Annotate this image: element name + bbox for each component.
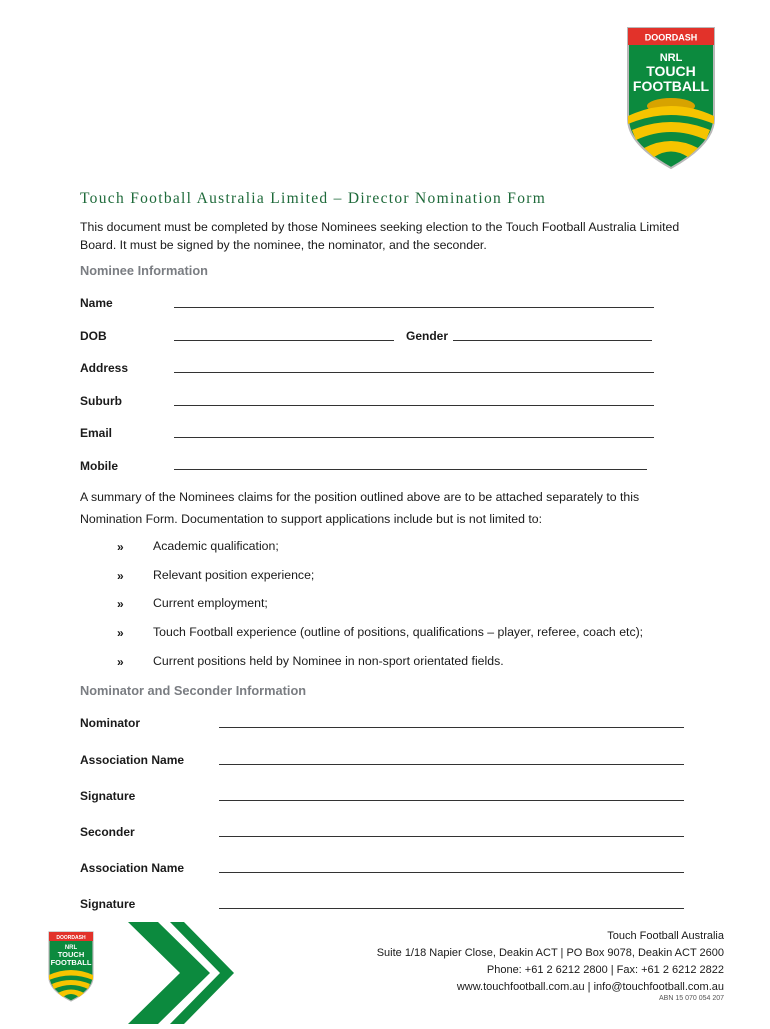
logo-line3: FOOTBALL bbox=[632, 78, 710, 94]
footer-phone: Phone: +61 2 6212 2800 | Fax: +61 2 6212 2822 bbox=[486, 964, 724, 976]
bullet-icon: » bbox=[117, 540, 124, 554]
address-field[interactable] bbox=[174, 372, 654, 373]
suburb-field[interactable] bbox=[174, 405, 654, 406]
footer-abn: ABN 15 070 054 207 bbox=[659, 995, 724, 1002]
bullet-icon: » bbox=[117, 597, 124, 611]
mobile-label: Mobile bbox=[80, 459, 118, 473]
list-item: Current employment; bbox=[153, 596, 268, 610]
nominee-heading: Nominee Information bbox=[80, 263, 208, 278]
footer-logo-line1: NRL bbox=[64, 945, 78, 951]
footer-logo-line2: TOUCH bbox=[57, 950, 85, 959]
seconder-label: Seconder bbox=[80, 825, 135, 839]
nominator-heading: Nominator and Seconder Information bbox=[80, 683, 307, 698]
list-item: Relevant position experience; bbox=[153, 568, 315, 582]
footer-web[interactable]: www.touchfootball.com.au | info@touchfootball.com.au bbox=[456, 981, 724, 993]
header-logo bbox=[622, 24, 720, 170]
list-item: Touch Football experience (outline of positions, qualifications – player, referee, coach etc); bbox=[153, 625, 644, 639]
gender-field[interactable] bbox=[453, 340, 652, 341]
bullet-icon: » bbox=[117, 655, 124, 669]
dob-field[interactable] bbox=[174, 340, 394, 341]
gender-label: Gender bbox=[406, 329, 449, 343]
email-label: Email bbox=[80, 426, 113, 440]
list-item: Current positions held by Nominee in non-sport orientated fields. bbox=[153, 654, 504, 668]
nominator-signature-field[interactable] bbox=[219, 800, 684, 801]
logo-line2: TOUCH bbox=[646, 63, 696, 79]
logo-sponsor: DOORDASH bbox=[644, 32, 698, 43]
summary-paragraph: A summary of the Nominees claims for the position outlined above are to be attached separately to this Nomination Form. Documentation to support applications include but is not limited to: bbox=[80, 490, 640, 526]
seconder-field[interactable] bbox=[219, 836, 684, 837]
intro-paragraph: This document must be completed by those Nominees seeking election to the Touch Football Australia Limited Board. It must be signed by the nominee, the nominator, and the seconder. bbox=[80, 220, 680, 252]
footer-org: Touch Football Australia bbox=[607, 930, 724, 942]
footer-chevron-graphic bbox=[128, 922, 234, 1024]
bullet-icon: » bbox=[117, 569, 124, 583]
nominator-association-field[interactable] bbox=[219, 764, 684, 765]
name-label: Name bbox=[80, 296, 113, 310]
mobile-field[interactable] bbox=[174, 469, 647, 470]
name-field[interactable] bbox=[174, 307, 654, 308]
nominator-label: Nominator bbox=[80, 716, 140, 730]
seconder-association-field[interactable] bbox=[219, 872, 684, 873]
signature-label: Signature bbox=[80, 789, 136, 803]
footer-logo-line3: FOOTBALL bbox=[50, 958, 92, 967]
logo-line1: NRL bbox=[659, 52, 683, 64]
nominator-field[interactable] bbox=[219, 727, 684, 728]
footer-address: Suite 1/18 Napier Close, Deakin ACT | PO Box 9078, Deakin ACT 2600 bbox=[376, 947, 724, 959]
association-name-label: Association Name bbox=[80, 861, 185, 875]
footer-logo bbox=[46, 930, 96, 1002]
address-label: Address bbox=[80, 361, 129, 375]
bullet-icon: » bbox=[117, 626, 124, 640]
footer-logo-sponsor: DOORDASH bbox=[56, 935, 86, 941]
dob-label: DOB bbox=[80, 329, 107, 343]
form-title: Touch Football Australia Limited – Director Nomination Form bbox=[80, 190, 547, 207]
list-item: Academic qualification; bbox=[153, 539, 279, 553]
signature-label: Signature bbox=[80, 897, 136, 911]
suburb-label: Suburb bbox=[80, 394, 122, 408]
email-field[interactable] bbox=[174, 437, 654, 438]
seconder-signature-field[interactable] bbox=[219, 908, 684, 909]
association-name-label: Association Name bbox=[80, 753, 185, 767]
